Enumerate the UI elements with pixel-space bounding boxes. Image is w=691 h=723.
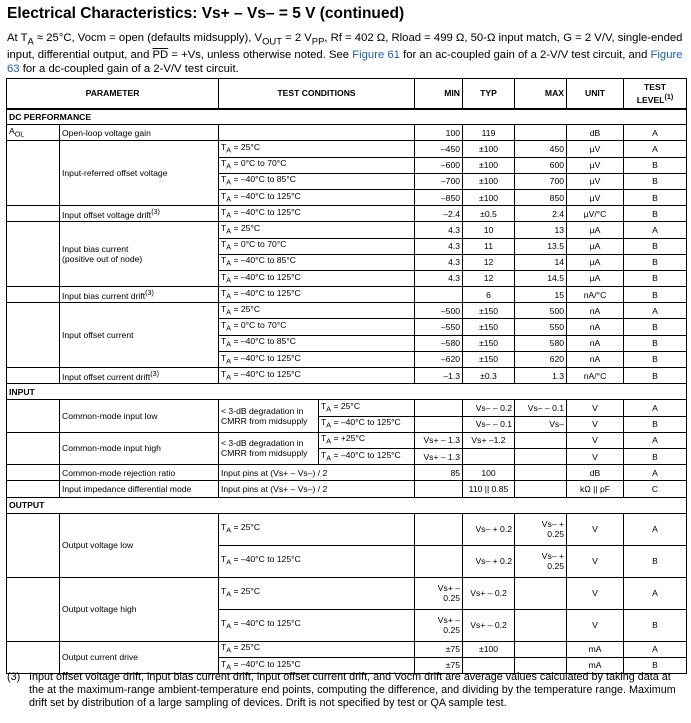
max-cell — [515, 481, 567, 497]
param-name: Open-loop voltage gain — [60, 125, 219, 141]
max-cell — [515, 465, 567, 481]
min-cell: 4.3 — [415, 254, 463, 270]
max-cell: Vs– + 0.25 — [515, 513, 567, 545]
header-unit: UNIT — [567, 79, 624, 109]
param-name: Output voltage low — [60, 513, 219, 577]
section-input: INPUT — [7, 384, 687, 400]
min-cell: –1.3 — [415, 368, 463, 384]
max-cell: Vs– – 0.1 — [515, 400, 567, 416]
level-cell: B — [624, 335, 687, 351]
min-cell: Vs+ – 0.25 — [415, 609, 463, 641]
level-cell: B — [624, 254, 687, 270]
table-row — [7, 222, 687, 238]
temp-cell: $T_A = 25^\circ C$ — [319, 400, 415, 416]
unit-cell: µA — [567, 222, 624, 238]
unit-cell: µV — [567, 141, 624, 157]
min-cell — [415, 481, 463, 497]
typ-cell: ±0.3 — [463, 368, 515, 384]
typ-cell: Vs+ –1.2 — [463, 432, 515, 448]
cond-cell: $T_A = -40^\circ C$ to 125°C — [219, 189, 415, 205]
typ-cell — [463, 448, 515, 464]
level-cell: B — [624, 368, 687, 384]
typ-cell: 119 — [463, 125, 515, 141]
figure-63-link[interactable]: Figure 63 — [7, 49, 683, 76]
cond-cell — [219, 125, 415, 141]
param-name: Output current drive — [60, 641, 219, 673]
table-header-row — [7, 79, 687, 109]
typ-cell: 11 — [463, 238, 515, 254]
header-typ: TYP — [463, 79, 515, 109]
typ-cell: Vs– – 0.1 — [463, 416, 515, 432]
typ-cell: ±150 — [463, 351, 515, 367]
param-name: Output voltage high — [60, 577, 219, 641]
typ-cell: ±100 — [463, 141, 515, 157]
param-name: Input offset current — [60, 303, 219, 368]
cond-cell: $T_A = -40^\circ C$ to 125°C — [219, 270, 415, 286]
table-row — [7, 368, 687, 384]
unit-cell: nA — [567, 351, 624, 367]
min-cell: –700 — [415, 173, 463, 189]
param-name: Common-mode input high — [60, 432, 219, 464]
max-cell: 700 — [515, 173, 567, 189]
symbol-cell — [7, 206, 60, 222]
unit-cell: V — [567, 416, 624, 432]
max-cell: 620 — [515, 351, 567, 367]
param-name: Input offset voltage drift$^{(3)}$ — [60, 206, 219, 222]
level-cell: A — [624, 577, 687, 609]
temp-cell: $T_A = -40^\circ C$ to 125°C — [319, 416, 415, 432]
max-cell: 13 — [515, 222, 567, 238]
symbol-cell — [7, 432, 60, 464]
symbol-cell — [7, 481, 60, 497]
min-cell: –600 — [415, 157, 463, 173]
max-cell: 550 — [515, 319, 567, 335]
electrical-characteristics-table — [6, 78, 687, 674]
header-min: MIN — [415, 79, 463, 109]
cond-cell: $T_A = 0^\circ C$ to 70°C — [219, 319, 415, 335]
cond-cell: $T_A = 25^\circ C$ — [219, 141, 415, 157]
typ-cell: ±150 — [463, 319, 515, 335]
max-cell: 2.4 — [515, 206, 567, 222]
table-row — [7, 432, 687, 448]
min-cell: 85 — [415, 465, 463, 481]
symbol-cell — [7, 513, 60, 577]
typ-cell: Vs– + 0.2 — [463, 545, 515, 577]
level-cell: B — [624, 189, 687, 205]
unit-cell: dB — [567, 465, 624, 481]
cond-cell: $T_A = -40^\circ C$ to 85°C — [219, 254, 415, 270]
unit-cell: V — [567, 448, 624, 464]
max-cell: 850 — [515, 189, 567, 205]
unit-cell: µV — [567, 189, 624, 205]
typ-cell: 100 — [463, 465, 515, 481]
table-row — [7, 141, 687, 157]
cond-cell: $T_A = 0^\circ C$ to 70°C — [219, 238, 415, 254]
section-output: OUTPUT — [7, 497, 687, 513]
unit-cell: nA — [567, 319, 624, 335]
max-cell: 14.5 — [515, 270, 567, 286]
unit-cell: kΩ || pF — [567, 481, 624, 497]
temp-cell: $T_A = -40^\circ C$ to 125°C — [319, 448, 415, 464]
max-cell: 450 — [515, 141, 567, 157]
symbol-cell — [7, 303, 60, 368]
min-cell: –2.4 — [415, 206, 463, 222]
level-cell: A — [624, 125, 687, 141]
min-cell: –580 — [415, 335, 463, 351]
unit-cell: µV — [567, 157, 624, 173]
symbol-aol: $A_{OL}$ — [7, 125, 60, 141]
symbol-cell — [7, 577, 60, 641]
page-title: Electrical Characteristics: Vs+ – Vs– = 5 V (continued) — [7, 5, 405, 22]
level-cell: B — [624, 657, 687, 673]
max-cell — [515, 448, 567, 464]
footnote-text: Input offset voltage drift, input bias current drift, input offset current drift, and Vocm drift are average values calculated by taking data at the at the maximum-range ambient-temperature end points, computing the difference, and dividing by the temperature range. Maximum drift set by distribution of a large sampling of devices. Drift is not specified by test or QA sample test. — [29, 671, 676, 709]
level-cell: C — [624, 481, 687, 497]
unit-cell: µA — [567, 238, 624, 254]
max-cell — [515, 125, 567, 141]
symbol-cell — [7, 641, 60, 673]
table-row — [7, 125, 687, 141]
max-cell: Vs– — [515, 416, 567, 432]
section-row — [7, 384, 687, 400]
min-cell: 100 — [415, 125, 463, 141]
cond-cell: < 3-dB degradation in CMRR from midsupply — [219, 432, 319, 464]
table-row — [7, 206, 687, 222]
typ-cell: Vs+ – 0.2 — [463, 609, 515, 641]
cond-cell: $T_A = -40^\circ C$ to 125°C — [219, 287, 415, 303]
param-name: Input-referred offset voltage — [60, 141, 219, 206]
temp-cell: $T_A = +25^\circ C$ — [319, 432, 415, 448]
typ-cell: ±100 — [463, 189, 515, 205]
unit-cell: mA — [567, 641, 624, 657]
table-row — [7, 481, 687, 497]
param-name: Input offset current drift$^{(3)}$ — [60, 368, 219, 384]
level-cell: B — [624, 319, 687, 335]
symbol-cell — [7, 287, 60, 303]
unit-cell: nA/°C — [567, 368, 624, 384]
min-cell: –500 — [415, 303, 463, 319]
cond-cell: $T_A = -40^\circ C$ to 125°C — [219, 351, 415, 367]
header-test-level: TEST LEVEL$^{(1)}$ — [624, 79, 687, 109]
typ-cell: Vs+ – 0.2 — [463, 577, 515, 609]
unit-cell: µA — [567, 270, 624, 286]
min-cell: ±75 — [415, 657, 463, 673]
param-name: Input bias current (positive out of node) — [60, 222, 219, 287]
min-cell: 4.3 — [415, 270, 463, 286]
level-cell: B — [624, 545, 687, 577]
unit-cell: µV/°C — [567, 206, 624, 222]
table-row — [7, 641, 687, 657]
level-cell: A — [624, 513, 687, 545]
max-cell — [515, 641, 567, 657]
level-cell: B — [624, 351, 687, 367]
min-cell: 4.3 — [415, 222, 463, 238]
table-row — [7, 577, 687, 609]
cond-cell: $T_A = 25^\circ C$ — [219, 641, 415, 657]
max-cell — [515, 577, 567, 609]
min-cell: Vs+ – 1.3 — [415, 448, 463, 464]
typ-cell: 110 || 0.85 — [463, 481, 515, 497]
section-row — [7, 109, 687, 125]
typ-cell: ±100 — [463, 157, 515, 173]
level-cell: A — [624, 222, 687, 238]
level-cell: B — [624, 238, 687, 254]
cond-cell: < 3-dB degradation in CMRR from midsupply — [219, 400, 319, 432]
max-cell: Vs– + 0.25 — [515, 545, 567, 577]
unit-cell: nA/°C — [567, 287, 624, 303]
unit-cell: V — [567, 609, 624, 641]
symbol-cell — [7, 368, 60, 384]
cond-cell: $T_A = -40^\circ C$ to 85°C — [219, 173, 415, 189]
cond-cell: $T_A = -40^\circ C$ to 125°C — [219, 657, 415, 673]
symbol-cell — [7, 222, 60, 287]
min-cell — [415, 416, 463, 432]
symbol-cell — [7, 141, 60, 206]
level-cell: B — [624, 287, 687, 303]
min-cell: –550 — [415, 319, 463, 335]
level-cell: A — [624, 303, 687, 319]
table-row — [7, 465, 687, 481]
cond-cell: $T_A = 25^\circ C$ — [219, 513, 415, 545]
max-cell — [515, 432, 567, 448]
max-cell: 15 — [515, 287, 567, 303]
header-max: MAX — [515, 79, 567, 109]
symbol-cell — [7, 465, 60, 481]
figure-61-link[interactable]: Figure 61 — [352, 49, 400, 62]
min-cell: –850 — [415, 189, 463, 205]
typ-cell: 12 — [463, 270, 515, 286]
min-cell: –620 — [415, 351, 463, 367]
level-cell: A — [624, 141, 687, 157]
typ-cell: Vs– – 0.2 — [463, 400, 515, 416]
max-cell: 580 — [515, 335, 567, 351]
unit-cell: nA — [567, 303, 624, 319]
footnote — [7, 671, 687, 710]
typ-cell: 6 — [463, 287, 515, 303]
typ-cell: 10 — [463, 222, 515, 238]
typ-cell: ±150 — [463, 335, 515, 351]
unit-cell: µA — [567, 254, 624, 270]
param-name: Common-mode input low — [60, 400, 219, 432]
table-row — [7, 303, 687, 319]
table-row — [7, 400, 687, 416]
unit-cell: nA — [567, 335, 624, 351]
cond-cell: $T_A = -40^\circ C$ to 85°C — [219, 335, 415, 351]
level-cell: B — [624, 609, 687, 641]
symbol-cell — [7, 400, 60, 432]
min-cell — [415, 287, 463, 303]
unit-cell: V — [567, 400, 624, 416]
cond-cell: $T_A = 25^\circ C$ — [219, 303, 415, 319]
cond-cell: $T_A = -40^\circ C$ to 125°C — [219, 545, 415, 577]
min-cell: –450 — [415, 141, 463, 157]
unit-cell: V — [567, 577, 624, 609]
level-cell: A — [624, 465, 687, 481]
cond-cell: $T_A = 25^\circ C$ — [219, 577, 415, 609]
min-cell — [415, 400, 463, 416]
level-cell: B — [624, 416, 687, 432]
level-cell: B — [624, 270, 687, 286]
max-cell: 600 — [515, 157, 567, 173]
min-cell: ±75 — [415, 641, 463, 657]
level-cell: B — [624, 206, 687, 222]
table-row — [7, 287, 687, 303]
level-cell: B — [624, 157, 687, 173]
min-cell: Vs+ – 0.25 — [415, 577, 463, 609]
max-cell: 1.3 — [515, 368, 567, 384]
level-cell: A — [624, 400, 687, 416]
min-cell — [415, 545, 463, 577]
table-row — [7, 513, 687, 545]
param-name: Common-mode rejection ratio — [60, 465, 219, 481]
section-dc-performance: DC PERFORMANCE — [7, 109, 687, 125]
unit-cell: V — [567, 432, 624, 448]
section-row — [7, 497, 687, 513]
header-parameter: PARAMETER — [7, 79, 219, 109]
typ-cell: Vs– + 0.2 — [463, 513, 515, 545]
param-name: Input bias current drift$^{(3)}$ — [60, 287, 219, 303]
cond-cell: $T_A = -40^\circ C$ to 125°C — [219, 206, 415, 222]
max-cell: 13.5 — [515, 238, 567, 254]
typ-cell: ±100 — [463, 641, 515, 657]
unit-cell: mA — [567, 657, 624, 673]
unit-cell: µV — [567, 173, 624, 189]
header-test-conditions: TEST CONDITIONS — [219, 79, 415, 109]
max-cell — [515, 609, 567, 641]
cond-cell: $T_A = 25^\circ C$ — [219, 222, 415, 238]
unit-cell: V — [567, 513, 624, 545]
unit-cell: V — [567, 545, 624, 577]
cond-cell: Input pins at (Vs+ – Vs–) / 2 — [219, 465, 415, 481]
max-cell: 14 — [515, 254, 567, 270]
cond-cell: $T_A = 0^\circ C$ to 70°C — [219, 157, 415, 173]
param-name: Input impedance differential mode — [60, 481, 219, 497]
level-cell: A — [624, 641, 687, 657]
typ-cell: ±0.5 — [463, 206, 515, 222]
level-cell: B — [624, 448, 687, 464]
level-cell: A — [624, 432, 687, 448]
cond-cell: $T_A = -40^\circ C$ to 125°C — [219, 609, 415, 641]
max-cell: 500 — [515, 303, 567, 319]
typ-cell: ±150 — [463, 303, 515, 319]
min-cell: 4.3 — [415, 238, 463, 254]
footnote-number: (3) — [7, 671, 21, 683]
unit-cell: dB — [567, 125, 624, 141]
typ-cell: 12 — [463, 254, 515, 270]
min-cell: Vs+ – 1.3 — [415, 432, 463, 448]
cond-cell: $T_A = -40^\circ C$ to 125°C — [219, 368, 415, 384]
intro-paragraph: At $T_A \approx 25^\circ C$, Vocm = open (defaults midsupply), $V_{OUT} = 2$ $V_{PP}$, Rf = 402 Ω, Rload = 499 Ω, 50-Ω input match, G = 2 V/V, single-ended input, differential output, and $\overline{PD} = +Vs$, unless otherwise noted. See Figure 61 for an ac-coupled gain of a 2-V/V test circuit, and Figure 63 for a dc-coupled gain of a 2-V/V test circuit. — [7, 32, 683, 76]
level-cell: B — [624, 173, 687, 189]
cond-cell: Input pins at (Vs+ – Vs–) / 2 — [219, 481, 415, 497]
min-cell — [415, 513, 463, 545]
typ-cell: ±100 — [463, 173, 515, 189]
